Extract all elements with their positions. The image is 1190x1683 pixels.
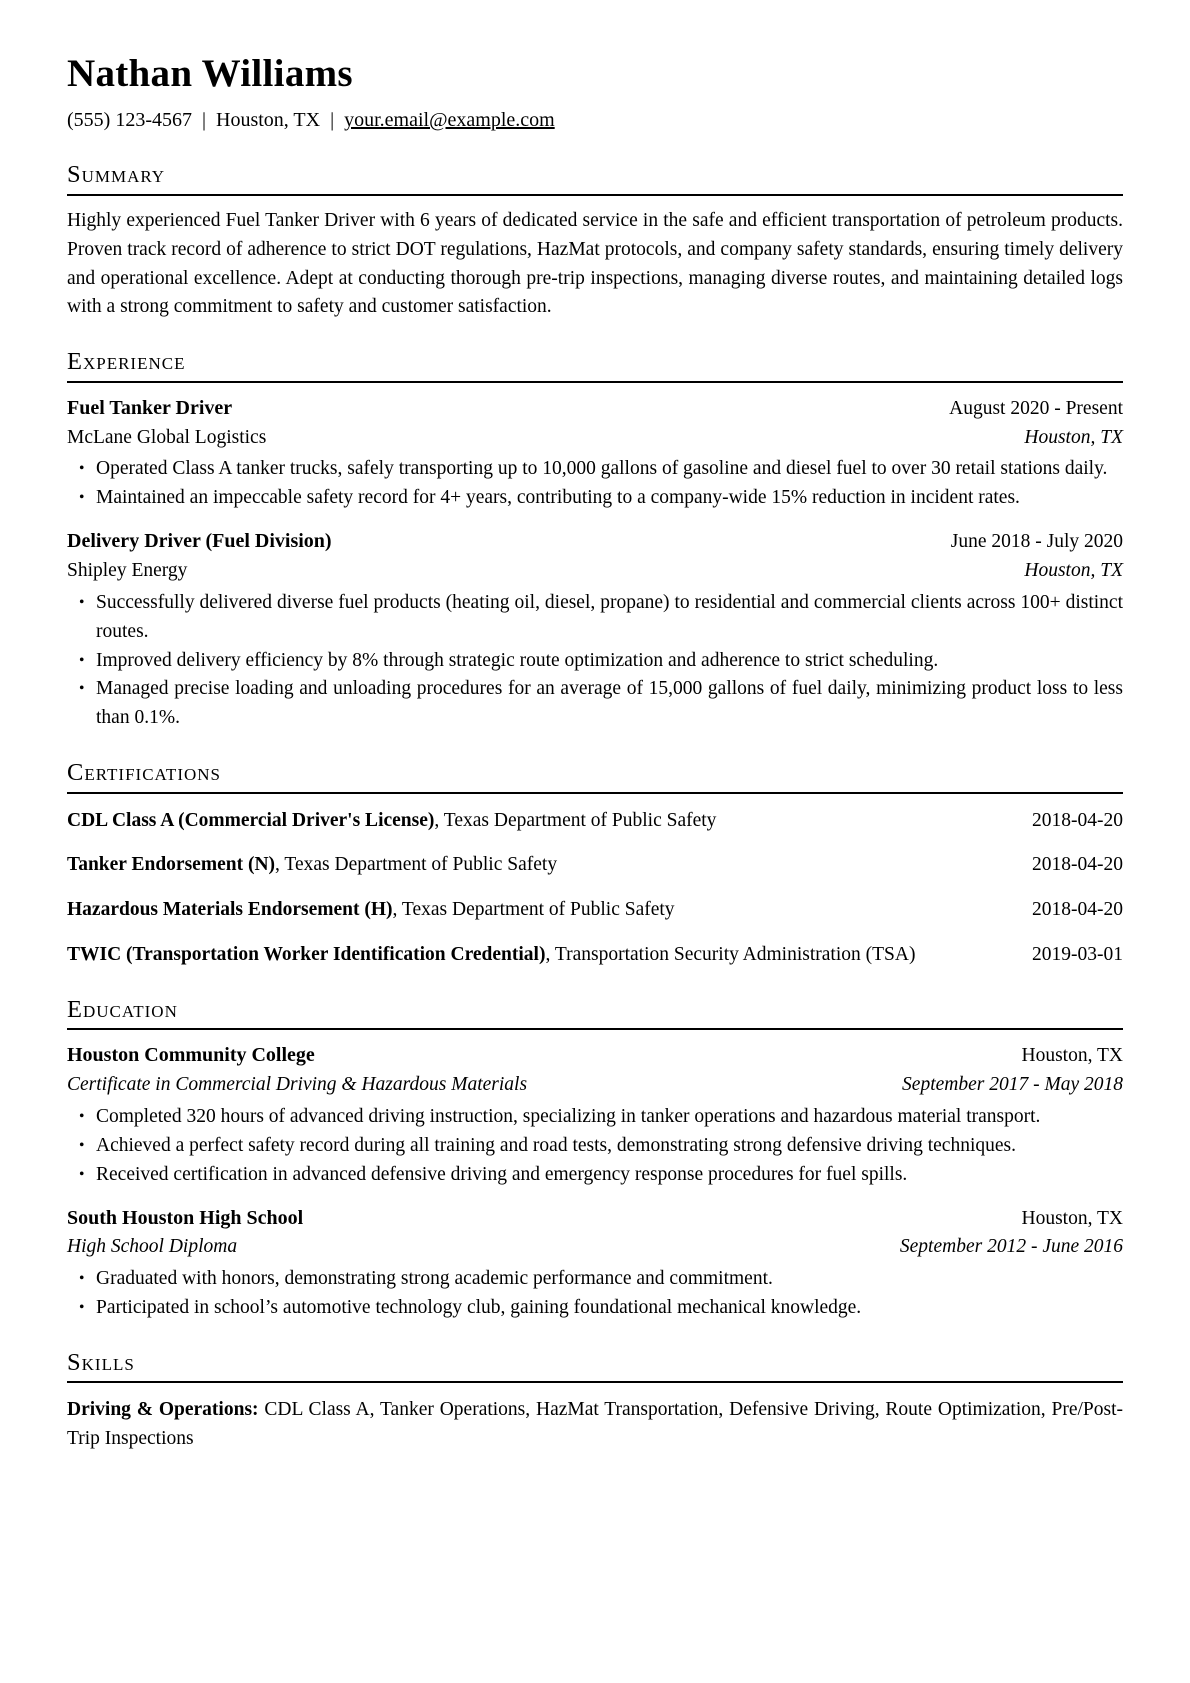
bullet-item: • Operated Class A tanker trucks, safely transporting up to 10,000 gallons of gasoline and diesel fuel to over 30 retail stations daily. (79, 455, 1123, 484)
certification-name: CDL Class A (Commercial Driver's License) (67, 809, 435, 831)
school-name: South Houston High School (67, 1206, 304, 1229)
job-dates: June 2018 - July 2020 (950, 531, 1123, 553)
certification-issuer: , Texas Department of Public Safety (275, 854, 558, 876)
bullet-item: • Completed 320 hours of advanced driving instruction, specializing in tanker operations and hazardous material transport. (79, 1103, 1123, 1132)
bullet-item: • Received certification in advanced defensive driving and emergency response procedures for fuel spills. (79, 1161, 1123, 1190)
job-bullet-list (67, 589, 1123, 733)
section-certifications (67, 758, 1123, 970)
section-education (67, 995, 1123, 1323)
job-location: Houston, TX (1024, 426, 1123, 448)
contact-separator: | (201, 108, 206, 131)
certification-item (67, 941, 1123, 970)
certification-date: 2018-04-20 (1032, 854, 1123, 876)
job-dates: August 2020 - Present (949, 397, 1123, 419)
job-bullet-list (67, 455, 1123, 513)
resume-header (67, 52, 1123, 135)
contact-location: Houston, TX (216, 108, 321, 131)
phone-number: (555) 123-4567 (67, 108, 192, 131)
certification-issuer: , Transportation Security Administration (TSA) (545, 944, 916, 966)
certifications-section-title: Certifications (67, 758, 1123, 793)
certification-date: 2019-03-01 (1032, 944, 1123, 966)
experience-entry (67, 394, 1123, 513)
bullet-item: • Improved delivery efficiency by 8% through strategic route optimization and adherence to strict scheduling. (79, 647, 1123, 676)
contact-line (67, 106, 1123, 136)
education-bullet-list (67, 1103, 1123, 1190)
job-location: Houston, TX (1024, 559, 1123, 581)
candidate-name: Nathan Williams (67, 52, 353, 95)
skills-line (67, 1396, 1123, 1454)
skills-category-label: Driving & Operations: (67, 1399, 259, 1421)
school-location: Houston, TX (1021, 1045, 1123, 1067)
skills-section-title: Skills (67, 1348, 1123, 1383)
bullet-item: • Participated in school’s automotive technology club, gaining foundational mechanical knowledge. (79, 1294, 1123, 1323)
bullet-item: • Graduated with honors, demonstrating strong academic performance and commitment. (79, 1265, 1123, 1294)
degree: Certificate in Commercial Driving & Hazardous Materials (67, 1074, 528, 1096)
certification-date: 2018-04-20 (1032, 809, 1123, 831)
certification-name: TWIC (Transportation Worker Identification Credential) (67, 944, 546, 966)
certification-name: Hazardous Materials Endorsement (H) (67, 899, 393, 921)
certification-issuer: , Texas Department of Public Safety (434, 809, 717, 831)
section-summary (67, 160, 1123, 322)
bullet-item: • Achieved a perfect safety record during all training and road tests, demonstrating strong defensive driving techniques. (79, 1132, 1123, 1161)
bullet-item: • Managed precise loading and unloading procedures for an average of 15,000 gallons of fuel daily, minimizing product loss to less than 0.1%. (79, 675, 1123, 733)
education-dates: September 2017 - May 2018 (902, 1074, 1123, 1096)
summary-section-title: Summary (67, 160, 1123, 195)
contact-separator: | (330, 108, 335, 131)
education-dates: September 2012 - June 2016 (899, 1236, 1123, 1258)
section-skills (67, 1348, 1123, 1454)
school-location: Houston, TX (1021, 1207, 1123, 1229)
summary-text: Highly experienced Fuel Tanker Driver with 6 years of dedicated service in the safe and efficient transportation of petroleum products. Proven track record of adherence to strict DOT regulations, HazMat protocols, and company safety standards, ensuring timely delivery and operational excellence. Adept at conducting thorough pre-trip inspections, managing diverse routes, and maintaining detailed logs with a strong commitment to safety and customer satisfaction. (67, 209, 1123, 318)
bullet-item: • Maintained an impeccable safety record for 4+ years, contributing to a company-wide 15% reduction in incident rates. (79, 484, 1123, 513)
certification-issuer: , Texas Department of Public Safety (392, 899, 675, 921)
certification-item (67, 851, 1123, 880)
degree: High School Diploma (67, 1236, 238, 1258)
company-name: Shipley Energy (67, 559, 188, 581)
email-link[interactable]: your.email@example.com (344, 108, 555, 131)
job-title: Fuel Tanker Driver (67, 396, 233, 419)
education-entry (67, 1204, 1123, 1323)
certification-item (67, 896, 1123, 925)
education-entry (67, 1041, 1123, 1189)
job-title: Delivery Driver (Fuel Division) (67, 530, 332, 553)
experience-entry (67, 527, 1123, 733)
certification-name: Tanker Endorsement (N) (67, 854, 276, 876)
education-bullet-list (67, 1265, 1123, 1323)
certification-item (67, 807, 1123, 836)
company-name: McLane Global Logistics (67, 426, 267, 448)
experience-section-title: Experience (67, 347, 1123, 382)
school-name: Houston Community College (67, 1044, 315, 1067)
certification-date: 2018-04-20 (1032, 899, 1123, 921)
education-section-title: Education (67, 995, 1123, 1030)
section-experience (67, 347, 1123, 733)
skills-list: CDL Class A, Tanker Operations, HazMat Transportation, Defensive Driving, Route Optimization, Pre/Post-Trip Inspections (67, 1399, 1123, 1450)
bullet-item: • Successfully delivered diverse fuel products (heating oil, diesel, propane) to residential and commercial clients across 100+ distinct routes. (79, 589, 1123, 647)
